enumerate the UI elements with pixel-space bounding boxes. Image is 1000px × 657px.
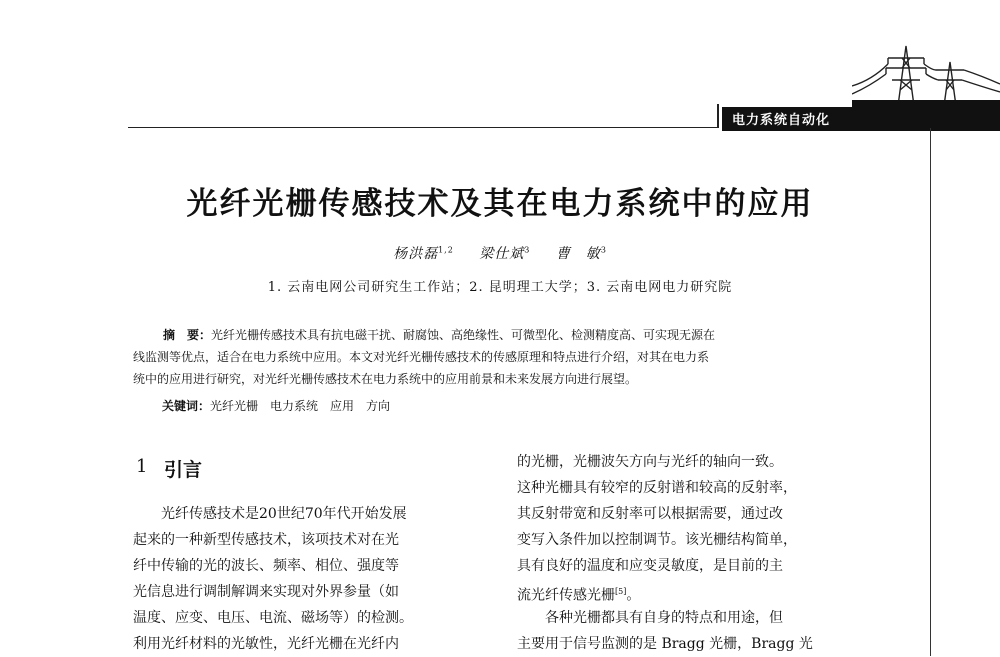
abstract-label: 摘 要： — [163, 328, 212, 342]
abstract-line-2: 线监测等优点，适合在电力系统中应用。本文对光纤光栅传感技术的传感原理和特点进行介绍，对其在电力系 — [133, 350, 710, 364]
body-line: 利用光纤材料的光敏性，光纤光栅在光纤内 — [133, 636, 399, 652]
paper-title: 光纤光栅传感技术及其在电力系统中的应用 — [186, 186, 814, 222]
author: 杨洪磊$^{1,2}$ — [393, 245, 454, 262]
left-column — [133, 501, 483, 657]
header-tick — [717, 104, 719, 128]
affiliations: 1. 云南电网公司研究生工作站；2. 昆明理工大学；3. 云南电网电力研究院 — [267, 280, 733, 295]
body-line: 这种光栅具有较窄的反射谱和较高的反射率， — [517, 480, 797, 496]
body-line: 光纤传感技术是20世纪70年代开始发展 — [133, 506, 407, 522]
abstract-line-1: 摘 要：光纤光栅传感技术具有抗电磁干扰、耐腐蚀、高绝缘性、可微型化、检测精度高、可实现无源在 — [163, 328, 716, 342]
header-rule — [128, 127, 718, 128]
keywords — [162, 397, 390, 414]
section-badge-label: 电力系统自动化 — [732, 113, 831, 128]
right-column — [517, 449, 869, 657]
body-line: 具有良好的温度和应变灵敏度，是目前的主 — [517, 558, 783, 574]
keywords-label: 关键词： — [162, 399, 211, 413]
body-line: 起来的一种新型传感技术，该项技术对在光 — [133, 532, 399, 548]
author: 曹 敏$^3$ — [555, 245, 607, 262]
keywords-text: 光纤光栅 电力系统 应用 方向 — [210, 399, 391, 413]
body-line: 各种光栅都具有自身的特点和用途，但 — [517, 610, 783, 626]
body-line: 纤中传输的光的波长、频率、相位、强度等 — [133, 558, 399, 574]
abstract-line-3: 统中的应用进行研究，对光纤光栅传感技术在电力系统中的应用前景和未来发展方向进行展望。 — [133, 372, 638, 386]
author: 梁仕斌$^3$ — [479, 245, 531, 262]
section-number: 1 — [136, 456, 148, 477]
power-tower-icon — [852, 40, 1000, 110]
body-line: 温度、应变、电压、电流、磁场等）的检测。 — [133, 610, 413, 626]
author-list — [0, 243, 1000, 263]
body-line: 变写入条件加以控制调节。该光栅结构简单， — [517, 532, 797, 548]
body-line: 的光栅，光栅波矢方向与光纤的轴向一致。 — [517, 454, 783, 470]
body-line: 流光纤传感光栅[5]。 — [517, 587, 641, 604]
body-line: 其反射带宽和反射率可以根据需要，通过改 — [517, 506, 783, 522]
body-line: 主要用于信号监测的是 Bragg 光栅，Bragg 光 — [517, 636, 813, 652]
abstract — [133, 324, 865, 390]
citation: [5] — [615, 587, 627, 596]
body-line: 光信息进行调制解调来实现对外界参量（如 — [133, 584, 399, 600]
section-title: 引言 — [164, 459, 203, 481]
